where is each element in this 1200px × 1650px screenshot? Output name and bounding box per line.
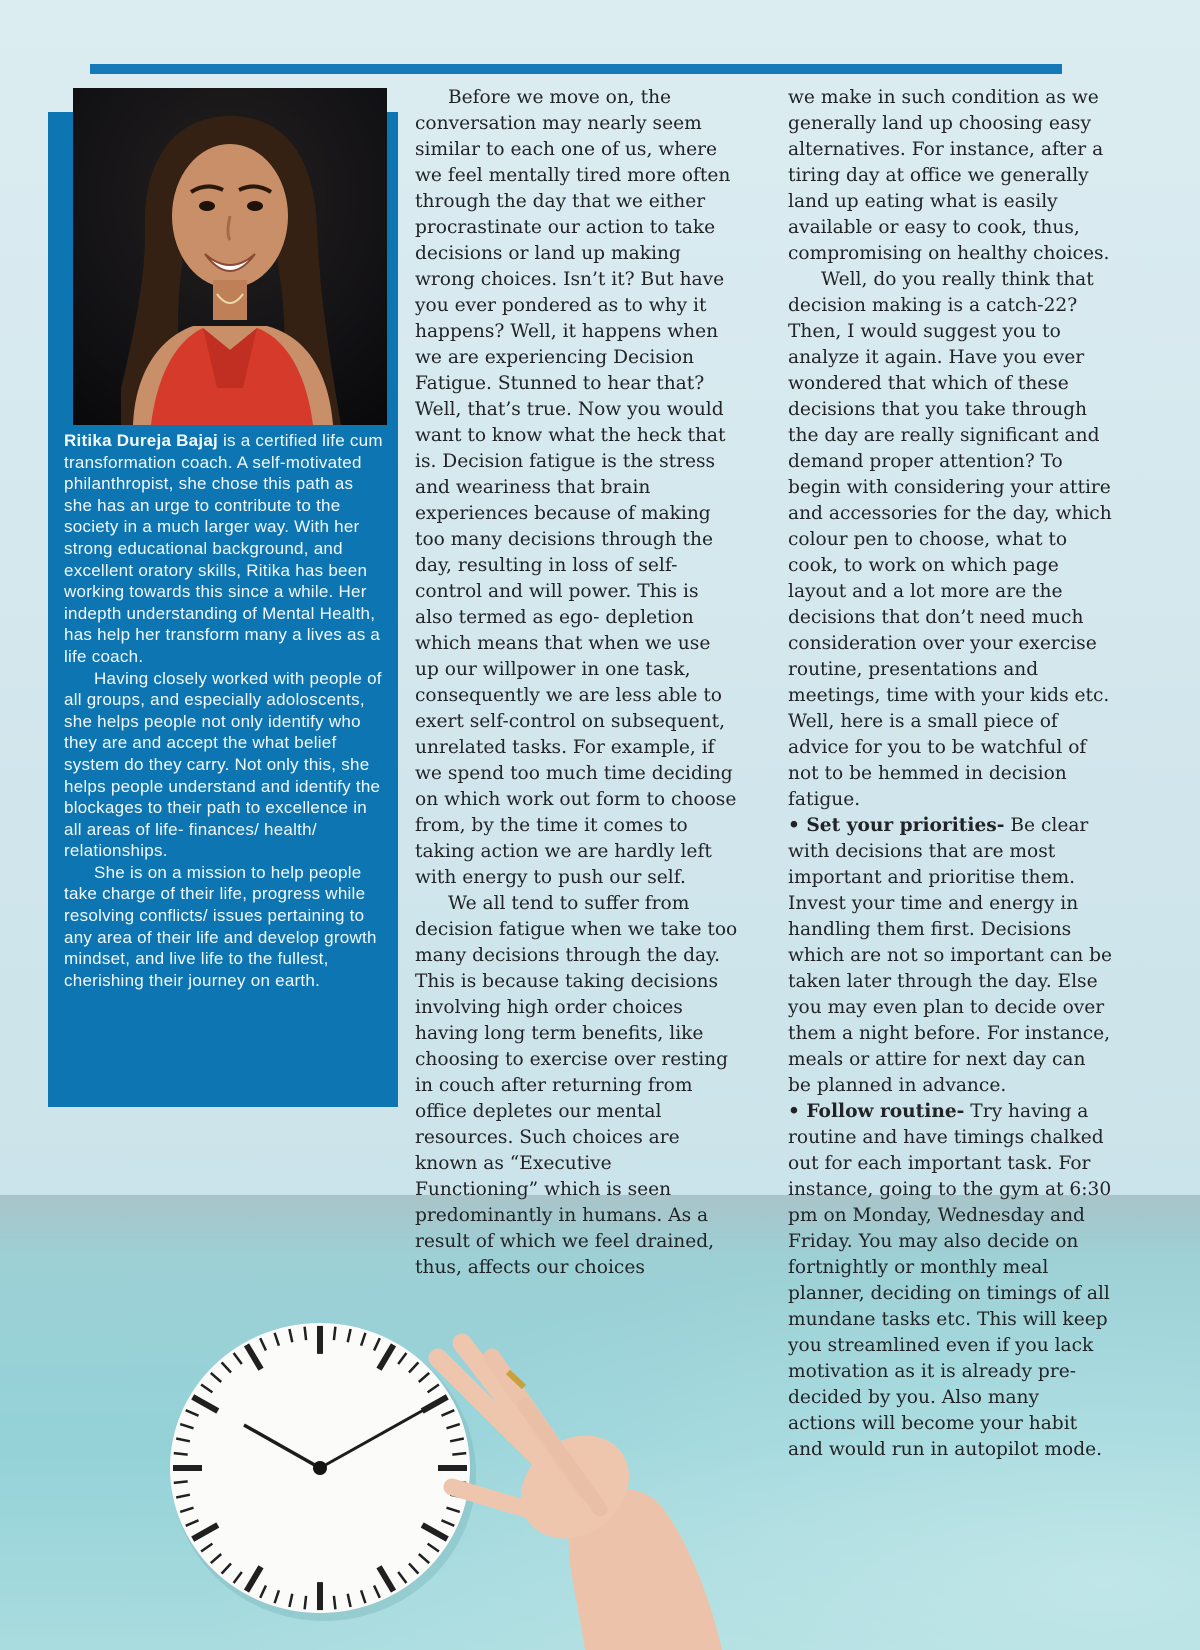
bio-paragraph-3: She is on a mission to help people take charge of their life, progress while resolving conflicts/ issues pertaining to any area of their life and develop growth mindset, and live life to the fullest, cherishing their journey on earth.	[64, 862, 377, 990]
article-paragraph: We all tend to suffer from decision fatigue when we take too many decisions through the day. This is because taking decisions involving high order choices having long term benefits, like choosing to exercise over resting in couch after returning from office depletes our mental resources. Such choices are known as “Executive Functioning” which is seen predominantly in humans. As a result of which we feel drained, thus, affects our choices	[415, 893, 738, 1278]
article-paragraph: Before we move on, the conversation may nearly seem similar to each one of us, where we feel mentally tired more often through the day that we either procrastinate our action to take decisions or land up making wrong choices. Isn’t it? But have you ever pondered as to why it happens? Well, it happens when we are experiencing Decision Fatigue. Stunned to hear that? Well, that’s true. Now you would want to know what the heck that is. Decision fatigue is the stress and weariness that brain experiences because of making too many decisions through the day, resulting in loss of self-control and will power. This is also termed as ego- depletion which means that when we use up our willpower in one task, consequently we are less able to exert self-control on subsequent, unrelated tasks. For example, if we spend too much time deciding on which work out form to choose from, by the time it comes to taking action we are hardly left with energy to push our self.	[415, 87, 737, 888]
bio-text	[64, 430, 384, 991]
clock-center	[313, 1461, 327, 1475]
bio-name: Ritika Dureja Bajaj	[64, 431, 219, 450]
bullet-follow-routine: • Follow routine- Try having a routine and have timings chalked out for each important task. For instance, going to the gym at 6:30 pm on Monday, Wednesday and Friday. You may also decide on fortnightly or monthly meal planner, deciding on timings of all mundane tasks etc. This will keep you streamlined even if you lack motivation as it is already pre-decided by you. Also many actions will become your habit and would run in autopilot mode.	[788, 1101, 1112, 1460]
article-column-right	[788, 85, 1112, 1463]
bio-paragraph-2: Having closely worked with people of all groups, and especially adoloscents, she helps people not only identify who they are and accept the what belief system do they carry. Not only this, she helps people understand and identify the blockages to their path to excellence in all areas of life- finances/ health/ relationships.	[64, 668, 382, 861]
portrait-photo	[73, 88, 387, 425]
bullet-set-your-priorities: • Set your priorities- Be clear with decisions that are most important and prioritise them. Invest your time and energy in handling them first. Decisions which are not so important can be taken later through the day. Else you may even plan to decide over them a night before. For instance, meals or attire for next day can be planned in advance.	[788, 815, 1112, 1096]
article-paragraph: we make in such condition as we generally land up choosing easy alternatives. For instance, after a tiring day at office we generally land up eating what is easily available or easy to cook, thus, compromising on healthy choices.	[788, 87, 1110, 264]
top-rule-bar	[90, 64, 1062, 74]
article-column-middle	[415, 85, 739, 1281]
article-paragraph: Well, do you really think that decision making is a catch-22? Then, I would suggest you to analyze it again. Have you ever wondered that which of these decisions that you take through the day are really significant and demand proper attention? To begin with considering your attire and accessories for the day, which colour pen to choose, what to cook, to work on which page layout and a lot more are the decisions that don’t need much consideration over your exercise routine, presentations and meetings, time with your kids etc. Well, here is a small piece of advice for you to be watchful of not to be hemmed in decision fatigue.	[788, 269, 1112, 810]
neck	[213, 280, 247, 320]
bio-paragraph-1: Ritika Dureja Bajaj is a certified life cum transformation coach. A self-motivated philanthropist, she chose this path as she has an urge to contribute to the society in a much larger way. With her strong educational background, and excellent oratory skills, Ritika has been working towards this since a while. Her indepth understanding of Mental Health, has help her transform many a lives as a life coach.	[64, 431, 383, 666]
left-eye	[199, 201, 215, 211]
right-eye	[247, 201, 263, 211]
